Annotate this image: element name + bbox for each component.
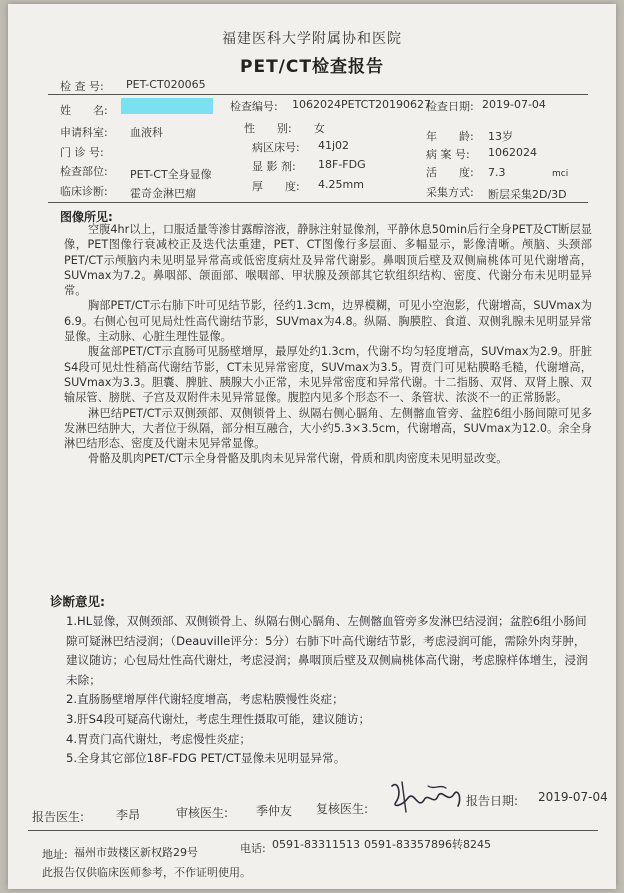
findings-heading: 图像所见: (60, 210, 113, 224)
diagnosis-heading: 诊断意见: (50, 594, 105, 609)
phone-1: 0591-83311513 (272, 838, 360, 851)
site: PET-CT全身显像 (130, 168, 212, 181)
ward-label: 病区床号: (252, 141, 300, 154)
exam-date-label: 检查日期: (426, 100, 474, 113)
name-redaction (121, 98, 213, 114)
exam-code-label: 检查编号: (230, 100, 278, 113)
activity-label: 活 度: (426, 166, 474, 179)
footer-rule (28, 830, 598, 831)
report-title: PET/CT检查报告 (240, 57, 384, 77)
diagnosis-item: 4.胃贲门高代谢灶，考虑慢性炎症； (66, 731, 251, 746)
diagnosis-item: 1.HL显像，双侧颈部、双侧锁骨上、纵隔右侧心膈角、左侧髂血管旁多发淋巴结浸润；盆腔6组小肠间隙可疑淋巴结浸润；（Deauville评分：5分）右肺下叶高代谢结节影，考虑浸润可能，需除外肉芽肿，建议随访；心包局灶性高代谢灶，考虑浸润；鼻咽顶后壁及双侧扁桃体高代谢，考虑腺样体增生，浸润未除； (66, 614, 588, 687)
diagnosis-item: 5.全身其它部位18F-FDG PET/CT显像未见明显异常。 (66, 751, 346, 766)
diagnosis-item: 3.肝S4段可疑高代谢灶，考虑生理性摄取可能，建议随访； (66, 711, 371, 726)
reviewer-label: 审核医生: (176, 806, 229, 820)
thickness: 4.25mm (318, 178, 364, 191)
reviewer-name: 季仲友 (256, 804, 293, 818)
exam-no-label: 检 查 号: (60, 80, 104, 93)
exam-no: PET-CT020065 (126, 78, 206, 91)
record: 1062024 (488, 146, 537, 159)
diagnosis-body (66, 612, 596, 769)
record-label: 病 案 号: (426, 148, 470, 161)
dept-label: 申请科室: (60, 126, 108, 139)
handwritten-signature (388, 776, 468, 822)
phone-label: 电话: (240, 842, 266, 855)
acq: 断层采集2D/3D (488, 188, 567, 201)
activity: 7.3 (488, 166, 506, 179)
findings-paragraph: 淋巴结PET/CT示双侧颈部、双侧锁骨上、纵隔右侧心膈角、左侧髂血管旁、盆腔6组小肠间隙可见多发淋巴结肿大，大者位于纵隔，部分相互融合，大小约5.3×3.5cm，代谢增高，SUVmax为12.0。余全身淋巴结形态、密度及代谢未见异常显像。 (64, 406, 592, 451)
header-rule (48, 94, 588, 95)
name-label: 姓 名: (60, 104, 108, 117)
hospital-name: 福建医科大学附属协和医院 (222, 31, 402, 47)
findings-paragraph: 胸部PET/CT示右肺下叶可见结节影，径约1.3cm，边界模糊，可见小空泡影，代谢增高，SUVmax为6.9。右侧心包可见局灶性高代谢结节影，SUVmax为4.8。纵隔、胸膜腔、食道、双侧乳腺未见明显异常显像。主动脉、心脏生理性显像。 (64, 299, 592, 344)
activity-unit: mci (552, 169, 569, 179)
exam-code: 1062024PETCT20190627 (292, 98, 432, 111)
reporter-label: 报告医生: (32, 810, 85, 824)
gender: 女 (314, 122, 325, 135)
gender-label: 性 别: (244, 122, 292, 135)
report-date: 2019-07-04 (538, 790, 608, 804)
findings-paragraph: 腹盆部PET/CT示直肠可见肠壁增厚，最厚处约1.3cm，代谢不均匀轻度增高，SUVmax为2.9。肝脏S4段可见灶性稍高代谢结节影，CT未见异常密度，SUVmax为3.5。胃贲门可见粘膜略毛糙，代谢增高，SUVmax为3.3。胆囊、脾脏、胰腺大小正常，未见异常密度和异常代谢。十二指肠、双肾、双肾上腺、双输尿管、膀胱、子宫及双附件未见异常显像。腹腔内见多个形态不一、条管状、浓淡不一的正常肠影。 (64, 345, 592, 405)
phone-2: 0591-83357896转8245 (364, 838, 491, 851)
site-label: 检查部位: (60, 165, 108, 178)
report-date-label: 报告日期: (466, 794, 519, 808)
thickness-label: 厚 度: (252, 180, 300, 193)
dept: 血液科 (130, 126, 163, 139)
findings-body (64, 222, 592, 467)
reporter-name: 李昂 (116, 808, 141, 822)
clin-diag: 霍奇金淋巴瘤 (130, 187, 196, 200)
age: 13岁 (488, 130, 513, 143)
rechecker-label: 复核医生: (316, 802, 369, 816)
agent-label: 显 影 剂: (252, 160, 296, 173)
patient-rule (48, 202, 588, 203)
age-label: 年 龄: (426, 130, 474, 143)
exam-date: 2019-07-04 (482, 98, 546, 111)
diagnosis-item: 2.直肠肠壁增厚伴代谢轻度增高，考虑粘膜慢性炎症； (66, 692, 344, 707)
address-label: 地址: (42, 848, 68, 861)
findings-paragraph: 空腹4hr以上，口服适量等渗甘露醇溶液，静脉注射显像剂，平静休息50min后行全身PET及CT断层显像，PET图像行衰减校正及迭代法重建，PET、CT图像行多层面、多幅显示，影像清晰。颅脑、头颈部PET/CT示颅脑内未见明显异常高或低密度病灶及异常代谢影。鼻咽顶后壁及双侧扁桃体可见代谢增高，SUVmax为7.2。鼻咽部、颌面部、喉咽部、甲状腺及颈部其它软组织结构、密度、代谢分布未见明显异常。 (64, 223, 592, 298)
ward: 41j02 (318, 139, 350, 152)
address: 福州市鼓楼区新权路29号 (74, 846, 198, 859)
report-page (8, 4, 616, 889)
disclaimer: 此报告仅供临床医师参考，不作证明使用。 (42, 866, 251, 879)
findings-paragraph: 骨骼及肌肉PET/CT示全身骨骼及肌肉未见异常代谢，骨质和肌肉密度未见明显改变。 (88, 452, 508, 466)
agent: 18F-FDG (318, 158, 366, 171)
clinic-no-label: 门 诊 号: (60, 146, 104, 159)
acq-label: 采集方式: (426, 186, 474, 199)
clin-diag-label: 临床诊断: (60, 185, 108, 198)
